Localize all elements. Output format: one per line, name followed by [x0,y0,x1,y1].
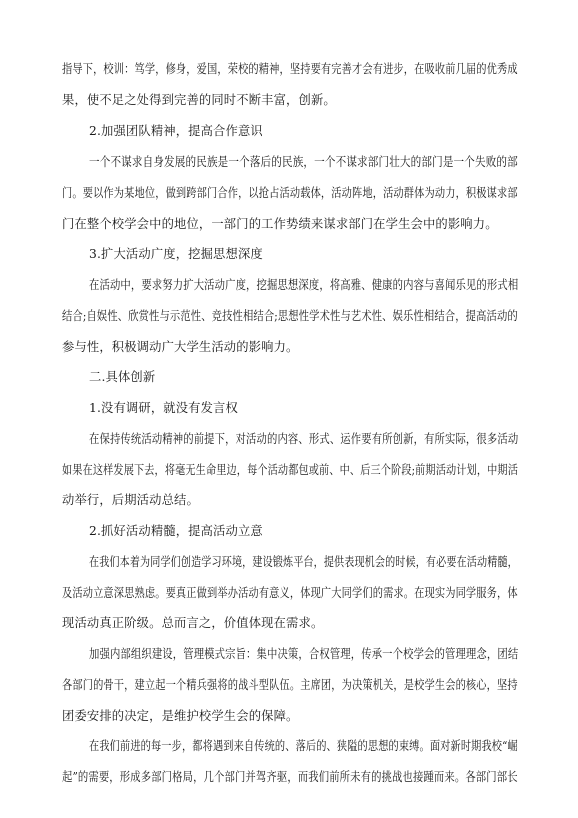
paragraph-line: 团委安排的决定，是维护校学生会的保障。 [62,709,299,723]
paragraph-line: 在我们前进的每一步，都将遇到来自传统的、落后的、狭隘的思想的束缚。面对新时期我校“崛 [89,739,518,753]
paragraph-line: 参与性，积极调动广大学生活动的影响力。 [62,340,299,354]
paragraph-line: 一个不谋求自身发展的民族是一个落后的民族，一个不谋求部门壮大的部门是一个失败的部 [89,155,518,169]
section-heading: 2.加强团队精神，提高合作意识 [89,124,263,138]
paragraph-line: 在保持传统活动精神的前提下，对活动的内容、形式、运作要有所创新，有所实际，很多活动 [89,432,519,446]
section-heading: 1.没有调研，就没有发言权 [89,401,238,415]
paragraph-line: 及活动立意深思熟虑。要真正做到举办活动有意义，体现广大同学们的需求。在现实为同学服务，体 [62,586,518,600]
paragraph-line: 动举行，后期活动总结。 [62,493,199,507]
paragraph-line: 果，使不足之处得到完善的同时不断丰富，创新。 [62,93,336,107]
paragraph-line: 现活动真正阶级。总而言之，价值体现在需求。 [62,616,324,630]
paragraph-line: 各部门的骨干，建立起一个精兵强将的战斗型队伍。主席团，为决策机关，是校学生会的核心，坚持 [62,678,518,692]
paragraph-line: 门。要以作为某地位，做到跨部门合作，以抢占活动载体，活动阵地，活动群体为动力，积极谋求部 [62,186,518,200]
paragraph-line: 起”的需要，形成多部门格局，几个部门并驾齐驱，而我们前所未有的挑战也接踵而来。各部门部长 [62,770,518,784]
section-heading: 3.扩大活动广度，挖掘思想深度 [89,247,263,261]
paragraph-line: 结合;自娱性、欣赏性与示范性、竞技性相结合;思想性学术性与艺术性、娱乐性相结合，提高活动的 [62,309,518,323]
paragraph-line: 门在整个校学会中的地位，一部门的工作势绩来谋求部门在学生会中的影响力。 [62,217,498,231]
paragraph-line: 加强内部组织建设，管理模式宗旨：集中决策，合权管理，传承一个校学会的管理理念，团结 [89,647,519,661]
section-heading: 2.抓好活动精髓，提高活动立意 [89,524,263,538]
paragraph-line: 在活动中，要求努力扩大活动广度，挖掘思想深度，将高雅、健康的内容与喜闻乐见的形式相 [89,278,519,292]
paragraph-line: 如果在这样发展下去，将毫无生命里边，每个活动都包或前、中、后三个阶段;前期活动计划，中期活 [62,463,518,477]
paragraph-line: 指导下，校训：笃学，修身，爱国，荣校的精神，坚持要有完善才会有进步，在吸收前几届的优秀成 [62,62,518,76]
section-heading: 二.具体创新 [89,370,156,384]
paragraph-line: 在我们本着为同学们创造学习环境，建设锻炼平台，提供表现机会的时候，有必要在活动精髓， [89,555,518,569]
